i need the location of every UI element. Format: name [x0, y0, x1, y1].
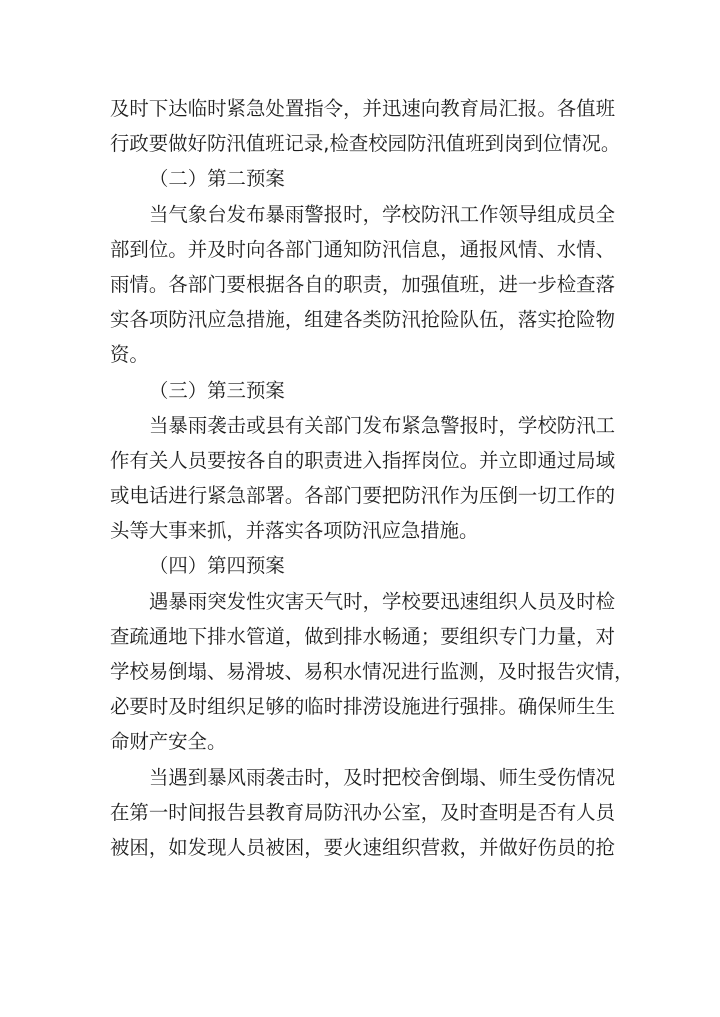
paragraph-first-line: 当暴雨袭击或县有关部门发布紧急警报时，学校防汛工	[149, 413, 615, 437]
text-line: 及时下达临时紧急处置指令，并迅速向教育局汇报。各值班	[110, 97, 615, 120]
paragraph-first-line: 遇暴雨突发性灾害天气时，学校要迅速组织人员及时检	[149, 589, 615, 613]
text-line: 雨情。各部门要根据各自的职责，加强值班，进一步检查落	[110, 272, 615, 296]
text-line: 头等大事来抓，并落实各项防汛应急措施。	[110, 519, 479, 543]
text-line: 资。	[110, 343, 149, 367]
text-line: 在第一时间报告县教育局防汛办公室，及时查明是否有人员	[110, 800, 615, 824]
text-line: 作有关人员要按各自的职责进入指挥岗位。并立即通过局域	[110, 448, 615, 472]
paragraph-first-line: 当气象台发布暴雨警报时，学校防汛工作领导组成员全	[149, 202, 615, 226]
text-line: 命财产安全。	[110, 730, 227, 754]
text-line: 必要时及时组织足够的临时排涝设施进行强排。确保师生生	[110, 695, 615, 719]
body-text	[110, 91, 634, 865]
text-line: 学校易倒塌、易滑坡、易积水情况进行监测，及时报告灾情，	[110, 660, 634, 683]
text-line: 行政要做好防汛值班记录,检查校园防汛值班到岗到位情况。	[110, 132, 621, 156]
paragraph-first-line: 当遇到暴风雨袭击时，及时把校舍倒塌、师生受伤情况	[149, 765, 615, 789]
text-line: 被困，如发现人员被困，要火速组织营救，并做好伤员的抢	[110, 835, 615, 859]
text-line: 或电话进行紧急部署。各部门要把防汛作为压倒一切工作的	[110, 484, 615, 508]
section-heading: （三）第三预案	[149, 378, 285, 402]
section-heading: （四）第四预案	[149, 554, 285, 578]
section-heading: （二）第二预案	[149, 167, 285, 191]
text-line: 实各项防汛应急措施，组建各类防汛抢险队伍，落实抢险物	[110, 308, 615, 332]
text-line: 查疏通地下排水管道，做到排水畅通；要组织专门力量，对	[110, 624, 615, 648]
text-line: 部到位。并及时向各部门通知防汛信息，通报风情、水情、	[110, 237, 615, 261]
